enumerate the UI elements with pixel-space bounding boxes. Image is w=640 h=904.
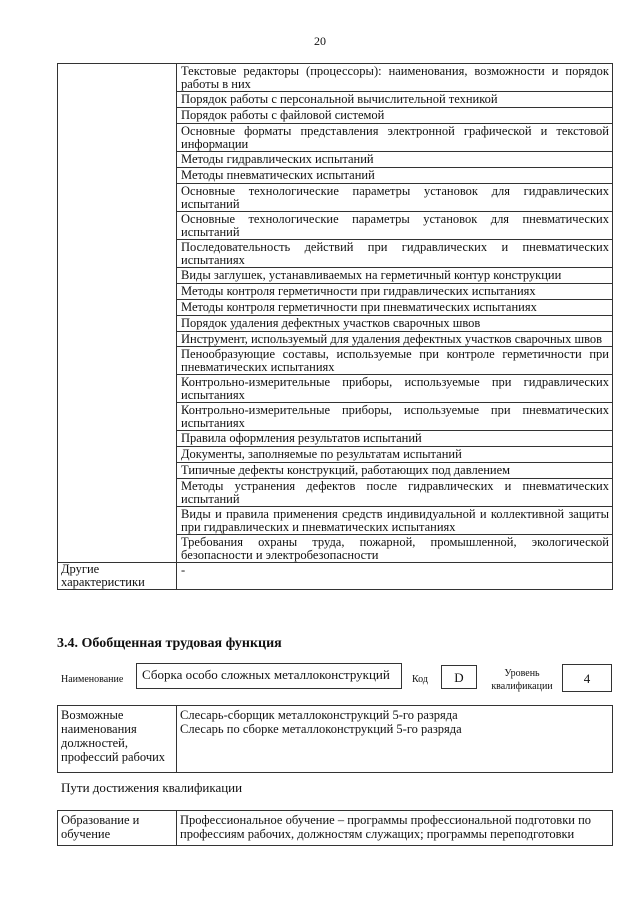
positions-table	[57, 705, 613, 773]
knowledge-item: Методы устранения дефектов после гидравлических и пневматических испытаний	[177, 479, 613, 507]
knowledge-item: Порядок работы с персональной вычислительной техникой	[177, 92, 613, 108]
knowledge-item: Методы контроля герметичности при пневматических испытаниях	[177, 300, 613, 316]
knowledge-item: Основные форматы представления электронной графической и текстовой информации	[177, 124, 613, 152]
knowledge-item: Типичные дефекты конструкций, работающих под давлением	[177, 463, 613, 479]
table-row	[58, 706, 613, 773]
knowledge-item: Методы контроля герметичности при гидравлических испытаниях	[177, 284, 613, 300]
positions-label: Возможные наименования должностей, профессий рабочих	[58, 706, 177, 773]
section-heading: 3.4. Обобщенная трудовая функция	[57, 636, 282, 651]
knowledge-item: Методы пневматических испытаний	[177, 168, 613, 184]
knowledge-item: Виды и правила применения средств индивидуальной и коллективной защиты при гидравлических и пневматических испытаниях	[177, 507, 613, 535]
knowledge-table	[57, 63, 613, 590]
table-row	[58, 64, 613, 92]
education-label: Образование и обучение	[58, 811, 177, 846]
level-label: Уровень квалификации	[491, 668, 553, 692]
knowledge-item: Порядок удаления дефектных участков сварочных швов	[177, 316, 613, 332]
knowledge-item: Инструмент, используемый для удаления дефектных участков сварочных швов	[177, 332, 613, 347]
code-field: D	[441, 665, 477, 689]
knowledge-item: Порядок работы с файловой системой	[177, 108, 613, 124]
other-characteristics-label: Другие характеристики	[58, 563, 177, 590]
knowledge-item: Последовательность действий при гидравлических и пневматических испытаниях	[177, 240, 613, 268]
position-item: Слесарь по сборке металлоконструкций 5-го разряда	[180, 722, 462, 736]
knowledge-item: Контрольно-измерительные приборы, используемые при пневматических испытаниях	[177, 403, 613, 431]
education-table	[57, 810, 613, 846]
qualification-ways-heading: Пути достижения квалификации	[61, 780, 243, 795]
code-label: Код	[412, 674, 428, 685]
positions-values	[177, 706, 613, 773]
level-field: 4	[562, 664, 612, 692]
position-item: Слесарь-сборщик металлоконструкций 5-го разряда	[180, 708, 458, 722]
knowledge-item: Текстовые редакторы (процессоры): наименования, возможности и порядок работы в них	[177, 64, 613, 92]
knowledge-item: Требования охраны труда, пожарной, промышленной, экологической безопасности и электробезопасности	[177, 535, 613, 563]
knowledge-item: Методы гидравлических испытаний	[177, 152, 613, 168]
table-row	[58, 811, 613, 846]
table-row	[58, 563, 613, 590]
education-value: Профессиональное обучение – программы профессиональной подготовки по профессиям рабочих, должностям служащих; программы переподготовки	[177, 811, 613, 846]
knowledge-item: Основные технологические параметры установок для пневматических испытаний	[177, 212, 613, 240]
knowledge-item: Пенообразующие составы, используемые при контроле герметичности при пневматических испытаниях	[177, 347, 613, 375]
function-name-field: Сборка особо сложных металлоконструкций	[136, 663, 402, 689]
name-label: Наименование	[61, 674, 124, 685]
knowledge-label-cell	[58, 64, 177, 563]
knowledge-item: Правила оформления результатов испытаний	[177, 431, 613, 447]
knowledge-item: Контрольно-измерительные приборы, используемые при гидравлических испытаниях	[177, 375, 613, 403]
knowledge-item: Основные технологические параметры установок для гидравлических испытаний	[177, 184, 613, 212]
page-number: 20	[314, 34, 326, 48]
knowledge-item: Виды заглушек, устанавливаемых на герметичный контур конструкции	[177, 268, 613, 284]
knowledge-item: Документы, заполняемые по результатам испытаний	[177, 447, 613, 463]
other-characteristics-value: -	[177, 563, 613, 590]
